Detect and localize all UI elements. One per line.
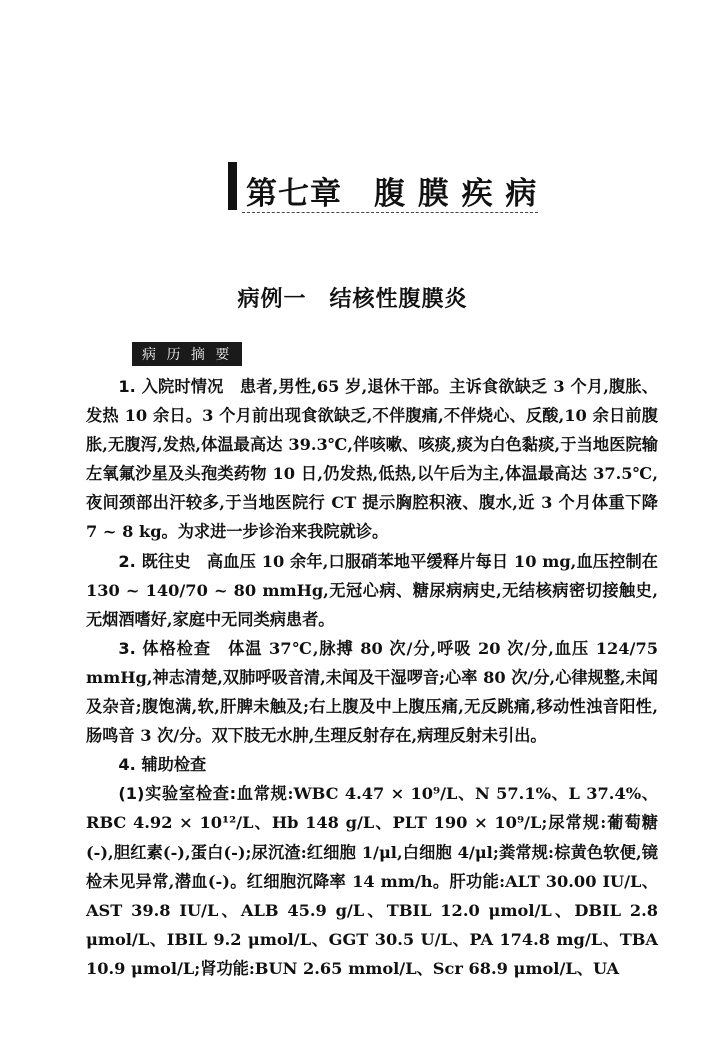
paragraph-auxiliary-exam	[86, 750, 658, 779]
chapter-marker-bar	[228, 162, 237, 210]
paragraph-text: 高血压 10 余年,口服硝苯地平缓释片每日 10 mg,血压控制在 130 ~ 140/70 ~ 80 mmHg,无冠心病、糖尿病病史,无结核病密切接触史,无烟酒嗜好,家庭中无同类病患者。	[86, 551, 658, 629]
paragraph-history	[86, 547, 658, 634]
paragraph-heading: 3. 体格检查	[118, 638, 211, 658]
paragraph-text: 血常规:WBC 4.47 × 10⁹/L、N 57.1%、L 37.4%、RBC 4.92 × 10¹²/L、Hb 148 g/L、PLT 190 × 10⁹/L;尿常规:葡萄糖(-),胆红素(-),蛋白(-);尿沉渣:红细胞 1/μl,白细胞 4/μl;粪常规:棕黄色软便,镜检未见异常,潜血(-)。红细胞沉降率 14 mm/h。肝功能:ALT 30.00 IU/L、AST 39.8 IU/L、ALB 45.9 g/L、TBIL 12.0 μmol/L、DBIL 2.8 μmol/L、IBIL 9.2 μmol/L、GGT 30.5 U/L、PA 174.8 mg/L、TBA 10.9 μmol/L;肾功能:BUN 2.65 mmol/L、Scr 68.9 μmol/L、UA	[86, 784, 658, 978]
paragraph-heading: 4. 辅助检查	[118, 755, 207, 775]
body-text	[86, 372, 658, 983]
paragraph-heading: 1. 入院时情况	[118, 377, 224, 396]
case-title: 病例一 结核性腹膜炎	[237, 287, 468, 312]
chapter-title: 第七章 腹 膜 疾 病	[246, 176, 538, 212]
paragraph-heading: (1)实验室检查:	[118, 784, 237, 804]
chapter-underline	[242, 212, 538, 213]
paragraph-physical-exam	[86, 634, 658, 750]
paragraph-heading: 2. 既往史	[118, 551, 191, 571]
paragraph-text: 患者,男性,65 岁,退休干部。主诉食欲缺乏 3 个月,腹胀、发热 10 余日。3 个月前出现食欲缺乏,不伴腹痛,不伴烧心、反酸,10 余日前腹胀,无腹泻,发热,体温最高达 39.3℃,伴咳嗽、咳痰,痰为白色黏痰,于当地医院输左氧氟沙星及头孢类药物 10 日,仍发热,低热,以午后为主,体温最高达 37.5℃,夜间颈部出汗较多,于当地医院行 CT 提示胸腔积液、腹水,近 3 个月体重下降 7 ~ 8 kg。为求进一步诊治来我院就诊。	[86, 377, 658, 542]
paragraph-lab-tests	[86, 779, 658, 983]
paragraph-admission	[86, 372, 658, 547]
paragraph-text: 体温 37℃,脉搏 80 次/分,呼吸 20 次/分,血压 124/75 mmHg,神志清楚,双肺呼吸音清,未闻及干湿啰音;心率 80 次/分,心律规整,未闻及杂音;腹饱满,软,肝脾未触及;右上腹及中上腹压痛,无反跳痛,移动性浊音阳性,肠鸣音 3 次/分。双下肢无水肿,生理反射存在,病理反射未引出。	[86, 638, 658, 746]
section-label-medical-summary: 病 历 摘 要	[132, 342, 242, 366]
chapter-header	[228, 158, 538, 216]
